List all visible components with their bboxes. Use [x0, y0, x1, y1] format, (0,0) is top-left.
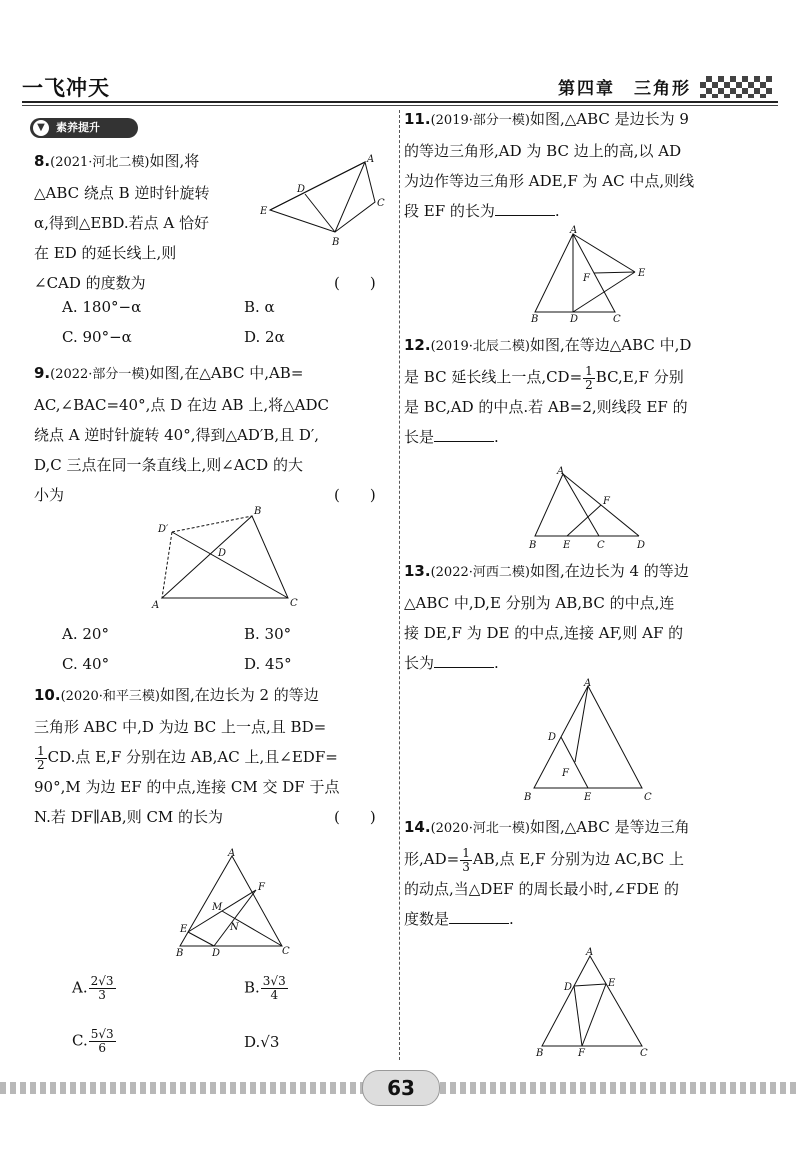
q13-label-F: F: [562, 768, 569, 779]
q13-line-3: 接 DE,F 为 DE 的中点,连接 AF,则 AF 的: [404, 624, 684, 642]
q13-label-D: D: [548, 732, 557, 743]
q11-line-4: 段 EF 的长为 .: [404, 202, 560, 220]
q14-line-1: 14.(2020·河北一模)如图,△ABC 是等边三角: [404, 818, 690, 836]
q11-label-A: A: [570, 225, 578, 236]
q8-option-c[interactable]: C. 90°−α: [62, 328, 132, 346]
question-14: [404, 812, 774, 934]
q12-triangle-svg: [525, 464, 655, 554]
q13-line-2: △ABC 中,D,E 分别为 AB,BC 的中点,连: [404, 594, 675, 612]
q9-line-1: 9.(2022·部分一模)如图,在△ABC 中,AB=: [34, 364, 304, 382]
q11-label-C: C: [613, 314, 621, 324]
q9-label-D: D: [218, 548, 227, 559]
q10-line-4: 90°,M 为边 EF 的中点,连接 CM 交 DF 于点: [34, 778, 340, 796]
q10-label-F: F: [258, 882, 265, 893]
q14-label-C: C: [640, 1048, 648, 1059]
q13-label-B: B: [524, 792, 532, 803]
question-13: [404, 556, 774, 678]
q13-label-E: E: [584, 792, 592, 803]
q8-line-3: α,得到△EBD.若点 A 恰好: [34, 214, 210, 232]
answer-blank[interactable]: [434, 427, 494, 442]
q13-line-4: 长为 .: [404, 654, 499, 672]
q9-line-5: 小为 ( ): [34, 480, 394, 510]
q8-line-5: ∠CAD 的度数为 ( ): [34, 268, 394, 298]
q10-label-A: A: [228, 848, 236, 859]
q10-label-E: E: [180, 924, 188, 935]
q9-line-3: 绕点 A 逆时针旋转 40°,得到△AD′B,且 D′,: [34, 426, 320, 444]
q10-line-2: 三角形 ABC 中,D 为边 BC 上一点,且 BD=: [34, 718, 327, 736]
q11-label-D: D: [570, 314, 579, 324]
answer-paren: ( ): [334, 808, 376, 826]
q12-label-C: C: [597, 540, 605, 551]
q8-label-C: C: [377, 198, 385, 209]
page-number: 63: [362, 1070, 440, 1106]
q13-triangle-svg: [520, 676, 660, 806]
question-11: [404, 104, 774, 226]
q9-option-a[interactable]: A. 20°: [62, 625, 109, 643]
q14-label-E: E: [608, 978, 616, 989]
q8-option-d[interactable]: D. 2α: [244, 328, 285, 346]
header-checker-decoration: [700, 76, 772, 98]
column-divider: [399, 110, 400, 1060]
q10-label-M: M: [212, 902, 223, 913]
question-12: [404, 330, 774, 452]
q8-label-D: D: [297, 184, 306, 195]
q8-triangle-svg: [260, 152, 390, 252]
q8-label-A: A: [367, 154, 375, 165]
fraction-one-half: $\frac{1}{2}$: [585, 363, 593, 392]
q14-label-B: B: [536, 1048, 544, 1059]
q14-label-D: D: [564, 982, 573, 993]
q9-option-b[interactable]: B. 30°: [244, 625, 292, 643]
q14-line-3: 的动点,当△DEF 的周长最小时,∠FDE 的: [404, 880, 679, 898]
q8-line-1: 8.(2021·河北二模)如图,将: [34, 152, 200, 170]
q10-option-b[interactable]: B. $\frac{3√3}{4}$: [244, 974, 286, 1002]
q9-figure: [150, 502, 310, 616]
q14-label-F: F: [578, 1048, 585, 1059]
header-rule: [22, 101, 778, 103]
q11-label-F: F: [583, 273, 590, 284]
q8-option-a[interactable]: A. 180°−α: [62, 298, 142, 316]
q9-triangle-svg: [150, 502, 310, 612]
q11-label-E: E: [638, 268, 646, 279]
q10-line-5: N.若 DF∥AB,则 CM 的长为 ( ): [34, 802, 396, 832]
q9-label-A: A: [152, 600, 160, 611]
answer-blank[interactable]: [434, 653, 494, 668]
q10-label-C: C: [282, 946, 290, 957]
q11-line-3: 为边作等边三角形 ADE,F 为 AC 中点,则线: [404, 172, 695, 190]
q10-option-d[interactable]: D.√3: [244, 1033, 280, 1051]
q12-label-A: A: [557, 466, 565, 477]
q8-line-4: 在 ED 的延长线上,则: [34, 244, 177, 262]
chapter-title: 第四章 三角形: [558, 79, 691, 99]
q10-line-1: 10.(2020·和平三模)如图,在边长为 2 的等边: [34, 686, 319, 704]
q10-option-c[interactable]: C. $\frac{5√3}{6}$: [72, 1027, 114, 1055]
q12-line-3: 是 BC,AD 的中点.若 AB=2,则线段 EF 的: [404, 398, 688, 416]
fraction-one-third: $\frac{1}{3}$: [462, 845, 470, 874]
question-10: [34, 680, 396, 832]
q14-triangle-svg: [532, 946, 662, 1062]
answer-paren: ( ): [334, 486, 376, 504]
brand-title: 一飞冲天: [22, 76, 110, 100]
q11-triangle-svg: [525, 224, 655, 324]
q14-line-4: 度数是 .: [404, 910, 514, 928]
q12-label-E: E: [563, 540, 571, 551]
q13-label-A: A: [584, 678, 592, 689]
answer-paren: ( ): [334, 274, 376, 292]
q12-label-D: D: [637, 540, 646, 551]
q12-line-4: 长是 .: [404, 428, 499, 446]
q13-line-1: 13.(2022·河西二模)如图,在边长为 4 的等边: [404, 562, 689, 580]
q9-option-c[interactable]: C. 40°: [62, 655, 110, 673]
section-tag: [30, 118, 138, 138]
q10-label-D: D: [212, 948, 221, 958]
q8-line-2: △ABC 绕点 B 逆时针旋转: [34, 184, 210, 202]
q8-label-B: B: [332, 237, 340, 248]
q9-line-4: D,C 三点在同一条直线上,则∠ACD 的大: [34, 456, 303, 474]
q11-line-2: 的等边三角形,AD 为 BC 边上的高,以 AD: [404, 142, 682, 160]
answer-blank[interactable]: [449, 909, 509, 924]
q10-label-B: B: [176, 948, 184, 958]
fraction-one-half: $\frac{1}{2}$: [37, 743, 45, 772]
q11-line-1: 11.(2019·部分一模)如图,△ABC 是边长为 9: [404, 110, 689, 128]
q10-label-N: N: [230, 922, 239, 933]
q8-label-E: E: [260, 206, 268, 217]
q9-line-2: AC,∠BAC=40°,点 D 在边 AB 上,将△ADC: [34, 396, 329, 414]
q12-label-B: B: [529, 540, 537, 551]
q8-option-b[interactable]: B. α: [244, 298, 275, 316]
question-9: [34, 358, 394, 510]
q12-line-2: 是 BC 延长线上一点,CD= $\frac{1}{2}$ BC,E,F 分别: [404, 363, 684, 392]
q12-line-1: 12.(2019·北辰二模)如图,在等边△ABC 中,D: [404, 336, 692, 354]
q12-figure: [525, 464, 655, 558]
q14-line-2: 形,AD= $\frac{1}{3}$ AB,点 E,F 分别为边 AC,BC 上: [404, 845, 684, 874]
q10-line-3: $\frac{1}{2}$ CD.点 E,F 分别在边 AB,AC 上,且∠EDF=: [37, 743, 338, 772]
q13-figure: [520, 676, 660, 810]
q11-figure: [525, 224, 655, 328]
answer-blank[interactable]: [495, 201, 555, 216]
q9-label-B: B: [254, 506, 262, 517]
q10-option-a[interactable]: A. $\frac{2√3}{3}$: [72, 974, 114, 1002]
section-tag-label: 素养提升: [56, 121, 100, 134]
q11-label-B: B: [531, 314, 539, 324]
q10-triangle-svg: [170, 846, 300, 958]
q10-figure: [170, 846, 300, 962]
q12-label-F: F: [603, 496, 610, 507]
q13-label-C: C: [644, 792, 652, 803]
q14-label-A: A: [586, 947, 594, 958]
q9-label-Dprime: D′: [158, 524, 169, 535]
arrow-down-icon: ▼: [33, 120, 49, 136]
q9-option-d[interactable]: D. 45°: [244, 655, 292, 673]
q14-figure: [532, 946, 662, 1066]
q8-figure: [260, 152, 390, 256]
q9-label-C: C: [290, 598, 298, 609]
